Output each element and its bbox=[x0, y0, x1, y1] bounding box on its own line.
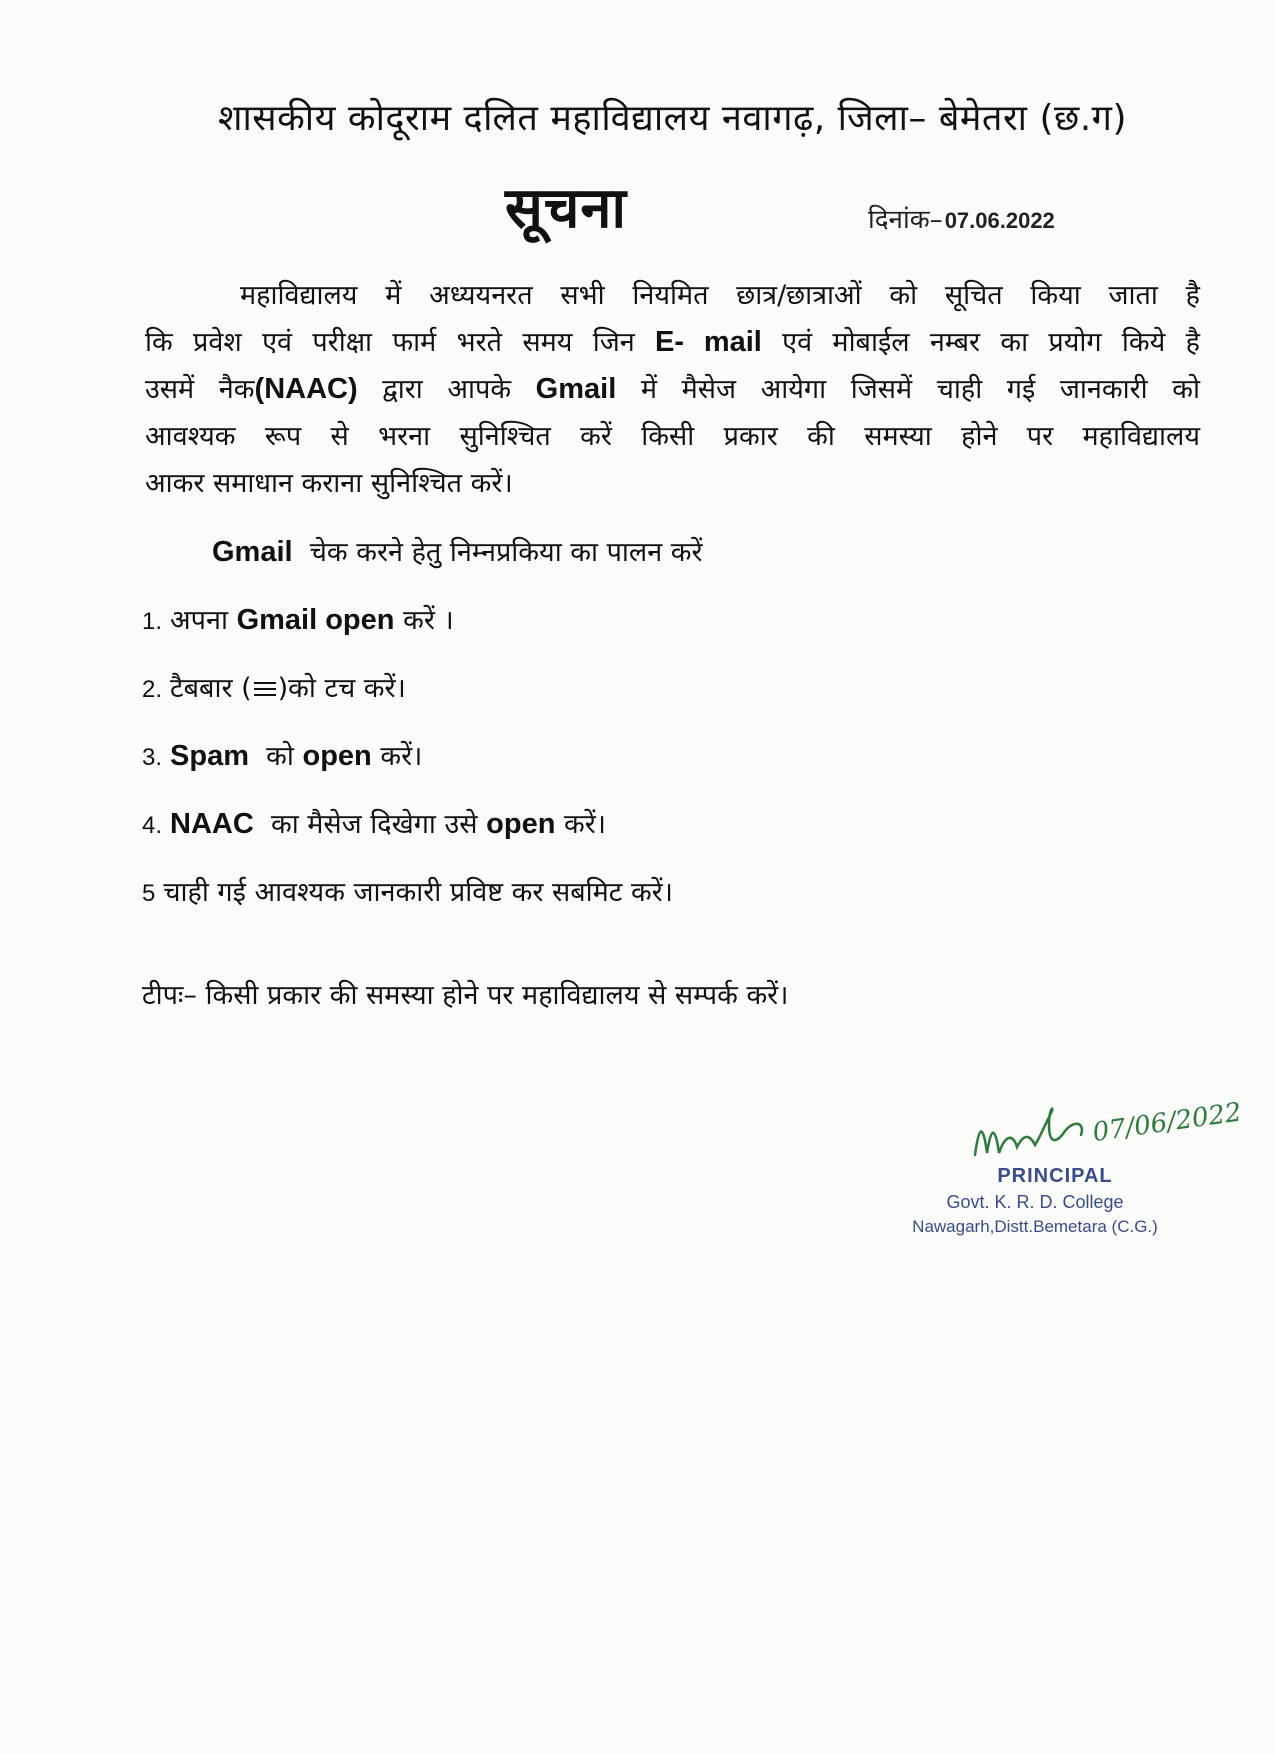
stamp-title: PRINCIPAL bbox=[997, 1165, 1113, 1187]
step-number: 4. bbox=[142, 812, 163, 839]
principal-stamp bbox=[870, 1165, 1200, 1237]
step-item-5 bbox=[142, 872, 673, 940]
step-item-1 bbox=[142, 600, 673, 668]
step-text: करें। bbox=[564, 809, 607, 840]
gmail-term: Gmail bbox=[535, 373, 617, 405]
step-number: 3. bbox=[142, 744, 163, 771]
notice-body bbox=[145, 272, 1200, 507]
notice-title: सूचना bbox=[505, 176, 627, 241]
college-header: शासकीय कोदूराम दलित महाविद्यालय नवागढ़, जिला– बेमेतरा (छ.ग) bbox=[218, 98, 1127, 139]
step-term: Spam bbox=[170, 740, 249, 772]
date-value: 07.06.2022 bbox=[944, 208, 1055, 233]
step-text: करें। bbox=[380, 741, 423, 772]
step-text: को bbox=[266, 741, 294, 772]
tip-note: टीपः– किसी प्रकार की समस्या होने पर महाविद्यालय से सम्पर्क करें। bbox=[142, 980, 789, 1011]
email-term: E- mail bbox=[655, 326, 762, 358]
body-line-2 bbox=[145, 319, 1200, 366]
step-text: अपना bbox=[170, 605, 228, 636]
step-text: चाही गई आवश्यक जानकारी प्रविष्ट कर सबमिट करें। bbox=[163, 877, 673, 908]
body-text: एवं मोबाईल नम्बर का प्रयोग किये है bbox=[782, 327, 1200, 358]
hamburger-menu-icon bbox=[252, 676, 278, 698]
step-term: open bbox=[302, 740, 372, 772]
step-item-4 bbox=[142, 804, 673, 872]
notice-date bbox=[868, 200, 1055, 236]
step-term: open bbox=[486, 808, 556, 840]
step-term: Gmail open bbox=[236, 604, 395, 636]
stamp-college: Govt. K. R. D. College bbox=[946, 1192, 1124, 1212]
step-text: करें । bbox=[403, 605, 454, 636]
naac-term: (NAAC) bbox=[254, 373, 358, 405]
gmail-term: Gmail bbox=[212, 536, 293, 568]
steps-intro-text: चेक करने हेतु निम्नप्रकिया का पालन करें bbox=[309, 537, 703, 568]
body-line-5: आकर समाधान कराना सुनिश्चित करें। bbox=[145, 468, 513, 499]
steps-intro bbox=[212, 532, 703, 569]
step-number: 5 bbox=[142, 880, 156, 907]
stamp-address: Nawagarh,Distt.Bemetara (C.G.) bbox=[912, 1217, 1158, 1236]
step-item-2 bbox=[142, 668, 673, 736]
body-line-1: महाविद्यालय में अध्ययनरत सभी नियमित छात्र/छात्राओं को सूचित किया जाता है bbox=[240, 280, 1200, 311]
steps-list bbox=[142, 600, 673, 940]
body-text: उसमें नैक bbox=[145, 374, 255, 405]
signature-date: 07/06/2022 bbox=[1090, 1097, 1244, 1148]
body-line-4: आवश्यक रूप से भरना सुनिश्चित करें किसी प्रकार की समस्या होने पर महाविद्यालय bbox=[145, 421, 1200, 452]
body-text: कि प्रवेश एवं परीक्षा फार्म भरते समय जिन bbox=[145, 327, 635, 358]
body-text: द्वारा आपके bbox=[382, 374, 512, 405]
date-label: दिनांक– bbox=[868, 205, 943, 235]
body-line-3 bbox=[145, 366, 1200, 413]
step-term: NAAC bbox=[170, 808, 254, 840]
step-text: टैबबार ( bbox=[170, 673, 252, 704]
step-number: 1. bbox=[142, 608, 163, 635]
step-number: 2. bbox=[142, 676, 163, 703]
body-text: में मैसेज आयेगा जिसमें चाही गई जानकारी को bbox=[640, 374, 1200, 405]
step-item-3 bbox=[142, 736, 673, 804]
step-text: )को टच करें। bbox=[277, 673, 406, 704]
step-text: का मैसेज दिखेगा उसे bbox=[270, 809, 478, 840]
